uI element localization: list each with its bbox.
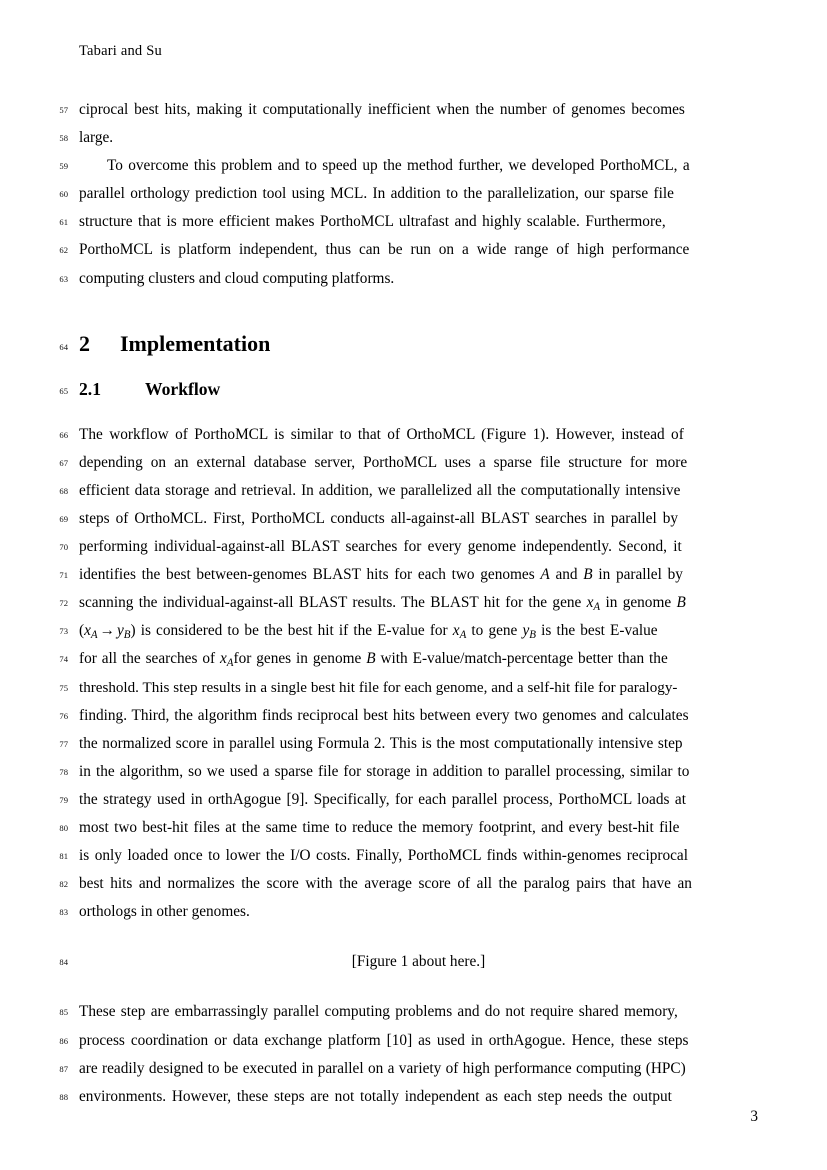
line-number: 85 [59, 1007, 68, 1018]
math-variable-b: B [583, 566, 593, 584]
line-text: steps of OrthoMCL. First, PorthoMCL conducts all-against-all BLAST searches in parallel by [79, 509, 679, 527]
line-number: 57 [59, 105, 68, 115]
text-line [0, 842, 827, 870]
line-text: the normalized score in parallel using Formula 2. This is the most computationally intensive step [79, 734, 683, 752]
line-text: ciprocal best hits, making it computationally inefficient when the number of genomes becomes [79, 101, 685, 118]
line-number: 64 [59, 341, 68, 352]
line-number: 88 [59, 1091, 68, 1102]
text-line [0, 1083, 827, 1111]
text-line [0, 180, 827, 208]
figure-placeholder-line [0, 948, 827, 976]
subsection-title: Workflow [145, 378, 221, 399]
math-subscript-a: A [593, 601, 601, 614]
line-number: 65 [59, 385, 68, 396]
text-line [0, 730, 827, 758]
text-line [0, 236, 827, 264]
line-text: The workflow of PorthoMCL is similar to that of OrthoMCL (Figure 1). However, instead of [79, 425, 684, 443]
text-line [0, 152, 827, 180]
line-text: scanning the individual-against-all BLAST results. The BLAST hit for the gene $x_A$ in genome B [79, 594, 686, 614]
figure-placeholder-text: [Figure 1 about here.] [351, 953, 486, 971]
running-head: Tabari and Su [79, 43, 162, 59]
line-number: 73 [59, 626, 68, 637]
text-line [0, 477, 827, 505]
spacer [0, 361, 827, 375]
text-line [0, 208, 827, 236]
line-text: the strategy used in orthAgogue [9]. Specifically, for each parallel process, PorthoMCL loads at [79, 790, 686, 808]
line-number: 84 [59, 957, 68, 968]
text-line [0, 1055, 827, 1083]
line-number: 61 [59, 217, 68, 228]
line-text: process coordination or data exchange platform [10] as used in orthAgogue. Hence, these steps [79, 1031, 689, 1049]
line-number: 78 [59, 766, 68, 777]
math-variable-b: B [366, 650, 376, 668]
line-number: 71 [59, 570, 68, 581]
line-number: 70 [59, 542, 68, 553]
text-line [0, 898, 827, 926]
math-variable-a: A [540, 566, 550, 584]
text-line [0, 786, 827, 814]
spacer [0, 403, 827, 421]
line-number: 68 [59, 485, 68, 496]
line-text: finding. Third, the algorithm finds reciprocal best hits between every two genomes and calculates [79, 706, 689, 724]
math-variable-x: x [452, 622, 460, 640]
line-text: identifies the best between-genomes BLAST hits for each two genomes A and B in parallel by [79, 566, 683, 584]
section-heading-line [0, 327, 827, 361]
line-number: 79 [59, 794, 68, 805]
math-arrow-icon: → [99, 622, 115, 640]
math-subscript-b: B [123, 629, 131, 642]
line-number: 67 [59, 457, 68, 468]
line-text: performing individual-against-all BLAST searches for every genome independently. Second, it [79, 538, 682, 556]
line-number: 82 [59, 879, 68, 890]
body-text-column [0, 96, 827, 1111]
line-number: 66 [59, 429, 68, 440]
line-text: These step are embarrassingly parallel computing problems and do not require shared memory, [79, 1003, 678, 1021]
line-number: 81 [59, 851, 68, 862]
line-number: 87 [59, 1063, 68, 1074]
section-number: 2 [79, 330, 90, 356]
line-text: orthologs in other genomes. [79, 903, 250, 921]
math-variable-x: x [84, 622, 91, 640]
math-variable-y: y [522, 622, 530, 640]
line-number: 58 [59, 133, 68, 144]
subsection-heading-line [0, 375, 827, 403]
line-number: 63 [59, 273, 68, 284]
text-line [0, 617, 827, 645]
line-text: computing clusters and cloud computing platforms. [79, 269, 395, 287]
subsection-heading [79, 375, 758, 403]
line-text: $(x_A \to y_B)$ is considered to be the best hit if the E-value for $x_A$ to gene $y_B$ is the best E-value [79, 622, 658, 642]
line-number: 83 [59, 907, 68, 918]
line-text: To overcome this problem and to speed up the method further, we developed PorthoMCL, a [107, 157, 690, 175]
text-line [0, 1027, 827, 1055]
line-text: is only loaded once to lower the I/O costs. Finally, PorthoMCL finds within-genomes reciprocal [79, 847, 688, 865]
line-number: 74 [59, 654, 68, 665]
math-subscript-a: A [226, 657, 234, 670]
line-number: 59 [59, 161, 68, 172]
math-subscript-b: B [529, 629, 536, 642]
line-number: 75 [59, 682, 68, 693]
text-line [0, 998, 827, 1026]
line-text: are readily designed to be executed in parallel on a variety of high performance computing (HPC) [79, 1059, 686, 1077]
line-number: 77 [59, 738, 68, 749]
line-text: depending on an external database server, PorthoMCL uses a sparse file structure for more [79, 453, 688, 471]
subsection-number: 2.1 [79, 378, 101, 399]
line-text: for all the searches of $x_Afor$ genes in genome B with E-value/match-percentage better than the [79, 650, 668, 670]
line-number: 69 [59, 513, 68, 524]
spacer [0, 926, 827, 948]
section-heading [79, 327, 758, 361]
math-variable-x: x [586, 594, 594, 612]
text-line [0, 814, 827, 842]
text-line [0, 265, 827, 293]
line-number: 72 [59, 598, 68, 609]
text-line [0, 758, 827, 786]
line-text: threshold. This step results in a single best hit file for each genome, and a self-hit file for paralogy- [79, 679, 678, 696]
line-text: structure that is more efficient makes PorthoMCL ultrafast and highly scalable. Furthermore, [79, 213, 666, 231]
line-text: PorthoMCL is platform independent, thus can be run on a wide range of high performance [79, 241, 690, 259]
text-line [0, 645, 827, 673]
text-line [0, 870, 827, 898]
text-line [0, 96, 827, 124]
page-number: 3 [750, 1108, 758, 1125]
line-text: best hits and normalizes the score with the average score of all the paralog pairs that have an [79, 875, 692, 893]
spacer [0, 293, 827, 327]
line-text: large. [79, 129, 114, 147]
line-text: environments. However, these steps are not totally independent as each step needs the output [79, 1087, 672, 1105]
line-text: efficient data storage and retrieval. In addition, we parallelized all the computationally intensive [79, 481, 681, 499]
math-subscript-a: A [459, 629, 467, 642]
line-number: 62 [59, 245, 68, 256]
line-number: 60 [59, 189, 68, 200]
text-line [0, 124, 827, 152]
text-line [0, 449, 827, 477]
line-text: parallel orthology prediction tool using MCL. In addition to the parallelization, our sparse file [79, 185, 674, 203]
line-number: 80 [59, 822, 68, 833]
text-line [0, 674, 827, 702]
math-variable-x: x [219, 650, 227, 668]
math-variable-y: y [116, 622, 124, 640]
text-line [0, 533, 827, 561]
math-subscript-a: A [90, 629, 98, 642]
math-variable-b: B [676, 594, 686, 612]
line-text: in the algorithm, so we used a sparse file for storage in addition to parallel processing, similar to [79, 762, 690, 780]
line-number: 86 [59, 1035, 68, 1046]
text-line [0, 561, 827, 589]
spacer [0, 976, 827, 998]
text-line [0, 589, 827, 617]
text-line [0, 421, 827, 449]
line-text: most two best-hit files at the same time to reduce the memory footprint, and every best-hit file [79, 818, 680, 836]
text-line [0, 702, 827, 730]
section-title: Implementation [120, 330, 271, 356]
text-line [0, 505, 827, 533]
line-number: 76 [59, 710, 68, 721]
